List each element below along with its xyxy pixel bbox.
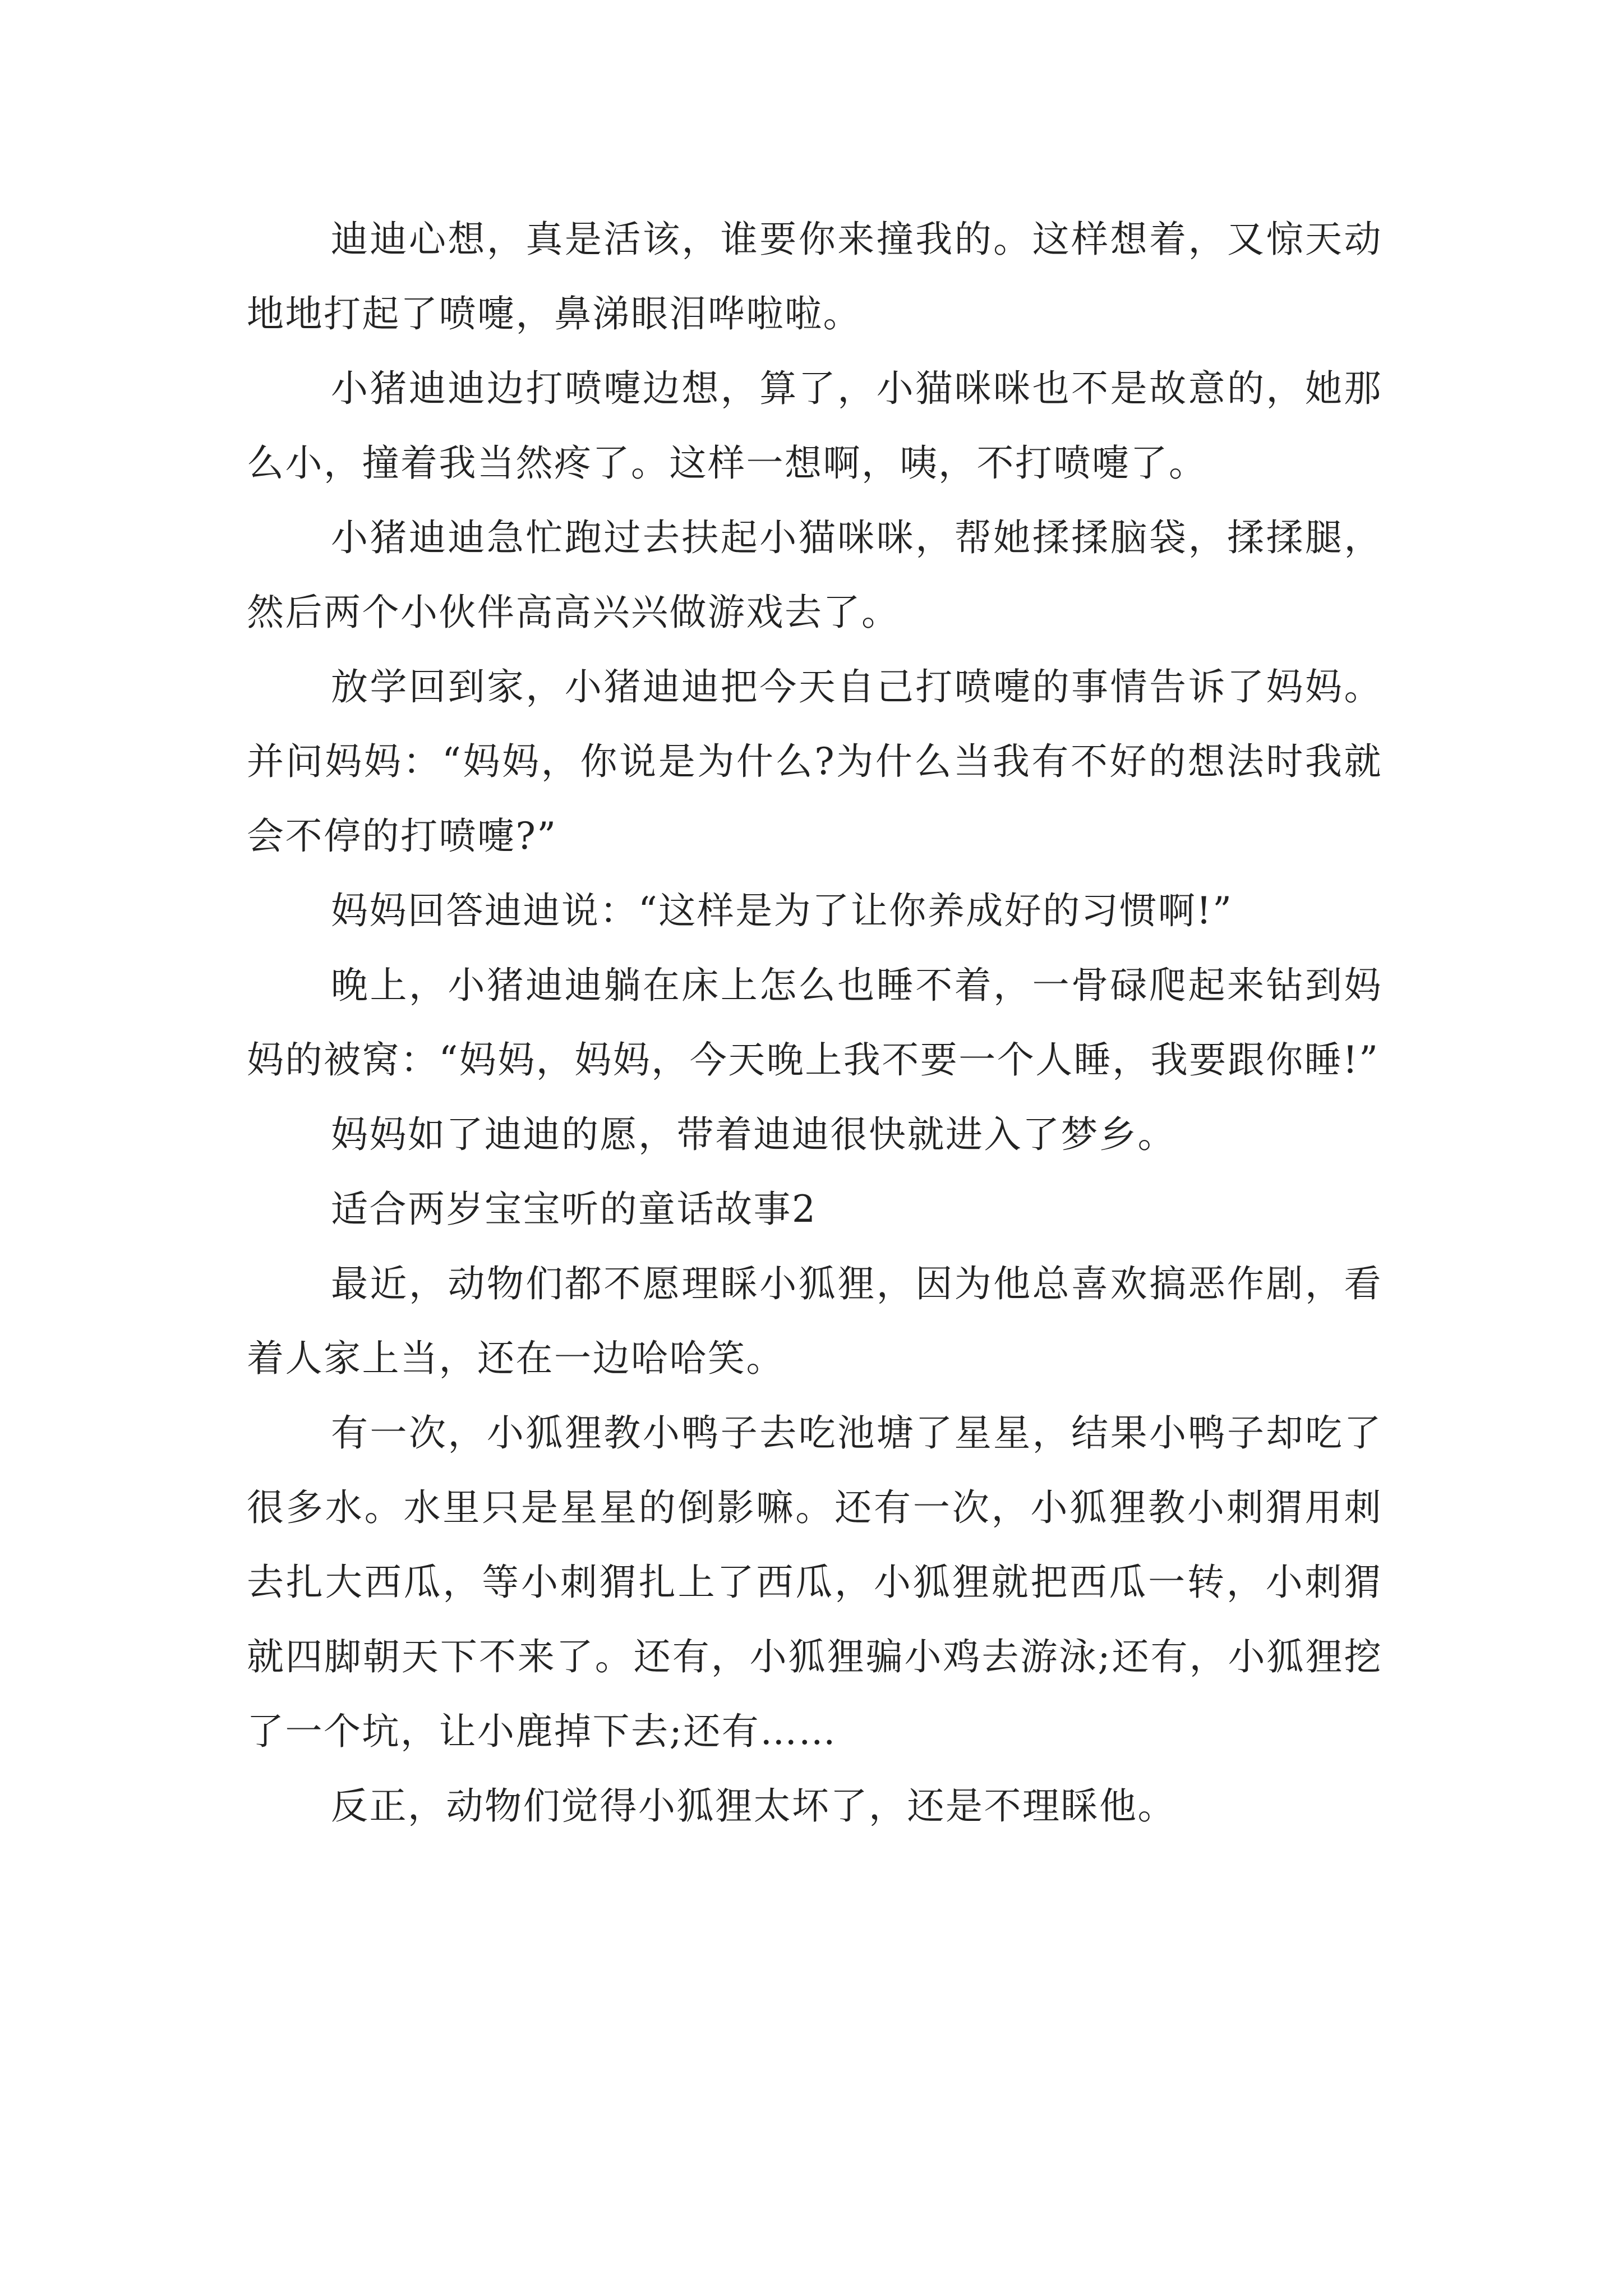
paragraph: 反正，动物们觉得小狐狸太坏了，还是不理睬他。: [331, 1784, 1176, 1828]
paragraph: 小猪迪迪急忙跑过去扶起小猫咪咪，帮她揉揉脑袋，揉揉腿，然后两个小伙伴高高兴兴做游戏去了。: [247, 516, 1382, 634]
paragraph: 妈妈回答迪迪说：“这样是为了让你养成好的习惯啊!”: [331, 889, 1233, 932]
section-heading: 适合两岁宝宝听的童话故事2: [331, 1188, 817, 1231]
document-body: [247, 202, 1382, 1843]
paragraph: 有一次，小狐狸教小鸭子去吃池塘了星星，结果小鸭子却吃了很多水。水里只是星星的倒影嘛。还有一次，小狐狸教小刺猬用刺去扎大西瓜，等小刺猬扎上了西瓜，小狐狸就把西瓜一转，小刺猬就四脚朝天下不来了。还有，小狐狸骗小鸡去游泳;还有，小狐狸挖了一个坑，让小鹿掉下去;还有……: [247, 1411, 1382, 1753]
paragraph: 最近，动物们都不愿理睬小狐狸，因为他总喜欢搞恶作剧，看着人家上当，还在一边哈哈笑。: [247, 1262, 1382, 1380]
paragraph: 放学回到家，小猪迪迪把今天自己打喷嚏的事情告诉了妈妈。并问妈妈：“妈妈，你说是为什么?为什么当我有不好的想法时我就会不停的打喷嚏?”: [247, 665, 1382, 858]
paragraph: 小猪迪迪边打喷嚏边想，算了，小猫咪咪也不是故意的，她那么小，撞着我当然疼了。这样一想啊，咦，不打喷嚏了。: [247, 367, 1382, 485]
paragraph: 晚上，小猪迪迪躺在床上怎么也睡不着，一骨碌爬起来钻到妈妈的被窝：“妈妈，妈妈，今天晚上我不要一个人睡，我要跟你睡!”: [247, 964, 1382, 1082]
paragraph: 妈妈如了迪迪的愿，带着迪迪很快就进入了梦乡。: [331, 1113, 1176, 1156]
paragraph: 迪迪心想，真是活该，谁要你来撞我的。这样想着，又惊天动地地打起了喷嚏，鼻涕眼泪哗啦啦。: [247, 218, 1382, 335]
